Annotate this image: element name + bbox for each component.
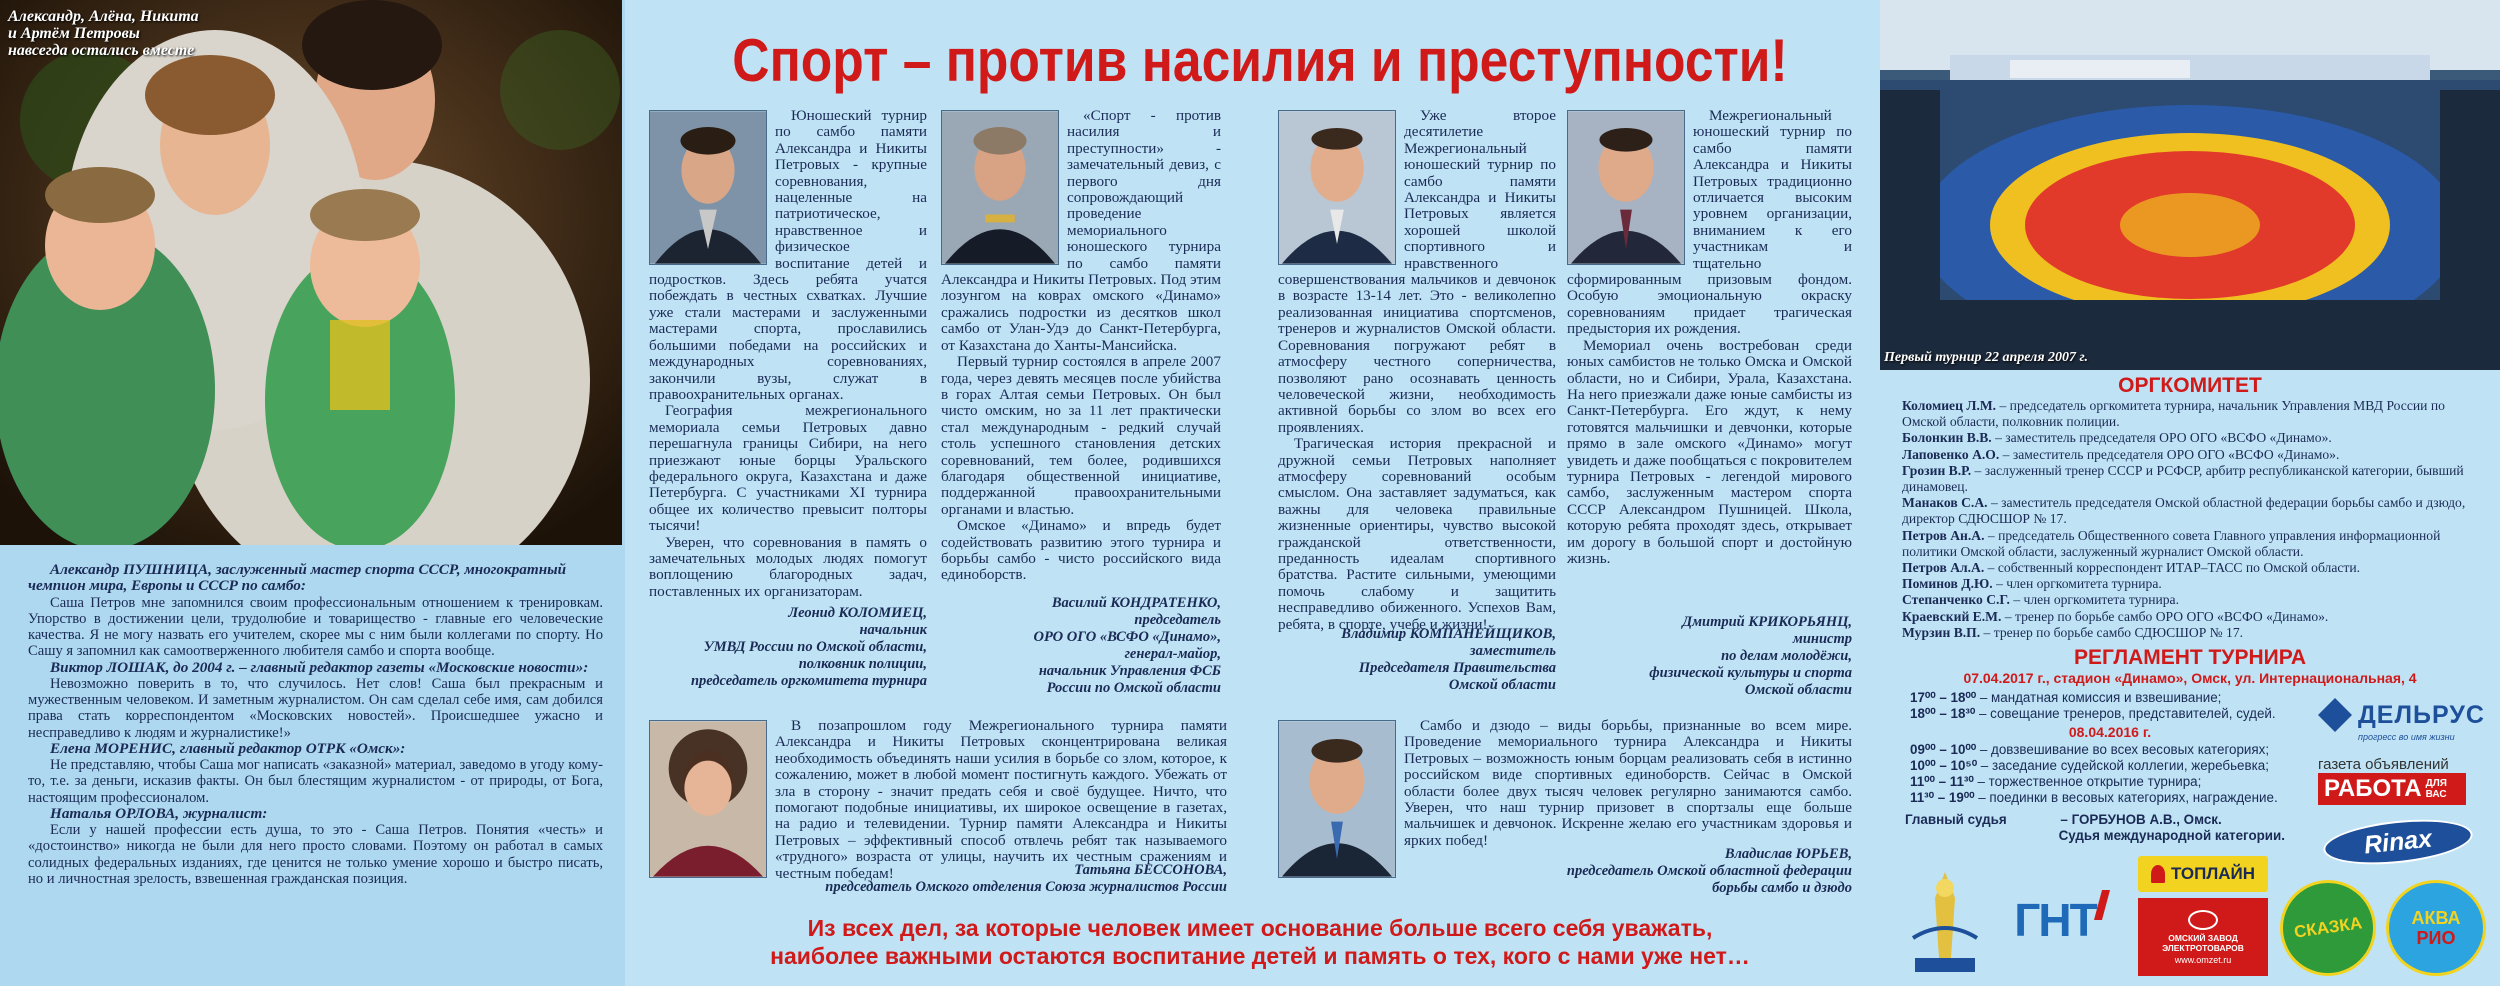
- gnt-logo: ГНТ: [2000, 880, 2120, 960]
- headline: Спорт – против насилия и преступности!: [732, 27, 1788, 94]
- signature-kondratenko: Василий КОНДРАТЕНКО, председатель ОРО ОГО «ВСФО «Динамо», генерал-майор, начальник Управления ФСБ России по Омской области: [1033, 595, 1221, 696]
- gnt-accent-icon: [2094, 890, 2110, 920]
- signature-kolomiets: Леонид КОЛОМИЕЦ, начальник УМВД России по Омской области, полковник полиции, председатель оргкомитета турнира: [690, 605, 927, 689]
- orgcom-member: Грозин В.Р. – заслуженный тренер СССР и РСФСР, арбитр республиканской категории, бывший динамовец.: [1902, 462, 2464, 495]
- omzet-logo: ОМСКИЙ ЗАВОД ЭЛЕКТРОТОВАРОВ www.omzet.ru: [2138, 898, 2268, 976]
- article-bessonova: В позапрошлом году Межрегионального турнира памяти Александра и Никиты Петровых сконцентрирована великая необходимость объединять наши усилия в борьбе со злом, которое, к сожалению, может в любой момент постигнуть каждого. Убежать от зла в сторону - значит предать себя и своё будущее. Ничто, что помогают подобные инициативы, их широкое освещение в газетах, на радио и телевидении. Турнир памяти Александра и Никиты Петровых – эффективный способ отвлечь ребят так называемого «трудного» возраста от улицы, научить их честным сражениям и честным победам!: [775, 717, 1227, 882]
- testimonials: [28, 562, 603, 887]
- orgcom-title: ОРГКОМИТЕТ: [2118, 374, 2262, 397]
- orgcom-member: Коломиец Л.М. – председатель оргкомитета турнира, начальник Управления МВД России по Омской области, полковник полиции.: [1902, 398, 2445, 430]
- orgcom-member: Лаповенко А.О. – заместитель председателя ОРО ОГО «ВСФО «Динамо».: [1902, 446, 2340, 462]
- article-kondratenko: «Спорт - против насилия и преступности» - замечательный девиз, с первого дня сопровождающий проведение мемориального юношеского турнира по самбо памяти Александра и Никиты Петровых. Под этим лозунгом на коврах омского «Динамо» сражались подростки из десятков школ самбо от Улан-Удэ до Санкт-Петербурга, от Казахстана до Ханты-Мансийска. Первый турнир состоялся в апреле 2007 года, через девять месяцев после убийства в горах Алтая семьи Петровых. Он был чисто омским, но за 11 лет практически стал международным - редкий случай столь успешного становления детских соревнований, тем более, родившихся благодаря общественной инициативе, поддержанной правоохранительными органами и властью. Омское «Динамо» и впредь будет содействовать развитию этого турнира и борьбы самбо - чисто российского вида единоборств.: [941, 107, 1221, 584]
- rabota-logo: газета объявлений РАБОТА ДЛЯ ВАС: [2318, 748, 2488, 812]
- orgcom-member: Болонкин В.В. – заместитель председателя ОРО ОГО «ВСФО «Динамо».: [1902, 430, 2332, 446]
- article-kolomiets: Юношеский турнир по самбо памяти Александра и Никиты Петровых - крупные соревнования, нацеленные на патриотическое, нравственное и физическое воспитание детей и подростков. Здесь ребята учатся побеждать в честных схватках. Лучшие уже стали мастерами и заслуженными мастерами спорта, прославились большими победами на российских и международных соревнованиях, закончили вузы, служат в правоохранительных органах. География межрегионального мемориала семьи Петровых давно перешагнула границы Сибири, на него приезжают юные борцы Уральского федерального округа, Казахстана и даже Петербурга. С участниками XI турнира общее их количество превысит полторы тысячи! Уверен, что соревнования в память о замечательных молодых людях помогут воплощению благородных задач, поставленных их организаторам.: [649, 107, 927, 600]
- family-photo: [0, 0, 622, 545]
- testimonial-text: Не представляю, чтобы Саша мог написать «заказной» материал, заведомо в угоду кому-то, т.е. за деньги, исказив факты. Он был блестящим журналистом - от природы, от Бога, настоящим профессионалом.: [28, 757, 603, 806]
- testimonial-text: Невозможно поверить в то, что случилось. Нет слов! Саша был прекрасным и мужественным человеком. И заметным журналистом. Он сам сделал себе имя, сам добился права стать корреспондентом «Московских новостей». Происшедшее ужасно и несправедливо к людям и журналистике!»: [28, 676, 603, 741]
- rinax-logo: Rinax: [2318, 818, 2478, 866]
- skazka-logo: СКАЗКА: [2280, 880, 2376, 976]
- akva-rio-logo: АКВА РИО: [2386, 880, 2486, 976]
- signature-krikoryants: Дмитрий КРИКОРЬЯНЦ, министр по делам молодёжи, физической культуры и спорта Омской области: [1649, 614, 1852, 698]
- signature-yuryev: Владислав ЮРЬЕВ, председатель Омской областной федерации борьбы самбо и дзюдо: [1566, 846, 1852, 896]
- reglament-date1: 07.04.2017 г., стадион «Динамо», Омск, ул. Интернациональная, 4: [1963, 670, 2417, 686]
- orgcom-member: Мурзин В.П. – тренер по борьбе самбо СДЮСШОР № 17.: [1902, 624, 2244, 640]
- delrus-emblem-icon: [2318, 698, 2352, 732]
- reglament-date2: 08.04.2016 г.: [2068, 724, 2152, 740]
- reglament-day2: 09⁰⁰ – 10⁰⁰ – довзвешивание во всех весовых категориях; 10⁰⁰ – 10⁵⁰ – заседание судейской коллегии, жеребьевка; 11⁰⁰ – 11³⁰ – торжественное открытие турнира; 11³⁰ – 19⁰⁰ – поединки в весовых категориях, награждение.: [1910, 742, 2278, 805]
- family-caption: Александр, Алёна, Никита и Артём Петровы навсегда остались вместе: [8, 8, 199, 59]
- testimonial-heading: Виктор ЛОШАК, до 2004 г. – главный редактор газеты «Московские новости»:: [50, 658, 589, 676]
- signature-bessonova: Татьяна БЕССОНОВА, председатель Омского отделения Союза журналистов России: [825, 862, 1227, 895]
- arena-caption: Первый турнир 22 апреля 2007 г.: [1884, 350, 2089, 365]
- article-krikoryants: Межрегиональный юношеский турнир по самбо памяти Александра и Никиты Петровых традиционно отличается высоким уровнем организации, вниманием к его участникам и тщательно сформированным призовым фондом. Особую эмоциональную окраску соревнованиям придает трагическая предыстория их рождения. Мемориал очень востребован среди юных самбистов не только Омска и Омской области, но и Сибири, Урала, Казахстана. На него приезжали даже юные самбисты из Санкт-Петербурга. Его ждут, к нему готовятся мальчишки и девчонки, которые прямо в зале омского «Динамо» могут увидеть и даже пообщаться с покровителем турнира Петровых - легендой мирового самбо, заслуженным мастером спорта СССР Александром Пушницей. Школа, которую ребята проходят здесь, открывает им дорогу в большой спорт и достойную жизнь.: [1567, 107, 1852, 567]
- article-yuryev: Самбо и дзюдо – виды борьбы, признанные во всем мире. Проведение мемориального турнира Александра и Никиты Петровых – возможность юным борцам реализовать себя в истинно российском виде спортивных единоборств. Сейчас в Омской области более двух тысяч человек регулярно занимаются самбо. Уверен, что наш турнир призовет в спортзалы еще больше мальчишек и девчонок. Искренне желаю его участникам здоровья и ярких побед!: [1404, 717, 1852, 849]
- chief-judge: Главный судья – ГОРБУНОВ А.В., Омск. Судья международной категории.: [1905, 812, 2285, 843]
- delrus-logo: ДЕЛЬРУС прогресс во имя жизни: [2318, 698, 2488, 742]
- omzet-emblem-icon: [2188, 910, 2218, 930]
- orgcom-list: [1902, 398, 2474, 641]
- testimonial-text: Саша Петров мне запомнился своим профессиональным отношением к тренировкам. Упорство в достижении цели, трудолюбие и товарищество - главные его человеческие качества. Я не могу назвать его учителем, скорее мы с ним были коллегами по спорту. Но Сашу я запомнил как самоотверженного любителя самбо и спорта вообще.: [28, 594, 603, 660]
- testimonial-heading: Елена МОРЕНИС, главный редактор ОТРК «Омск»:: [50, 739, 406, 757]
- reglament-day1: 17⁰⁰ – 18⁰⁰ – мандатная комиссия и взвешивание; 18⁰⁰ – 18³⁰ – совещание тренеров, представителей, судей.: [1910, 690, 2276, 721]
- arena-photo: [1880, 0, 2500, 370]
- orgcom-member: Петров Ан.А. – председатель Общественного совета Главного управления информационной политики Омской области, заслуженный журналист Омской области.: [1902, 527, 2441, 559]
- orgcom-member: Петров Ал.А. – собственный корреспондент ИТАР–ТАСС по Омской области.: [1902, 560, 2361, 576]
- testimonial-heading: Александр ПУШНИЦА, заслуженный мастер спорта СССР, многократный чемпион мира, Европы и СССР по самбо:: [28, 561, 567, 595]
- orgcom-member: Краевский Е.М. – тренер по борьбе самбо ОРО ОГО «ВСФО «Динамо».: [1902, 608, 2329, 624]
- signature-kompaneyshchikov: Владимир КОМПАНЕЙЩИКОВ, заместитель Председателя Правительства Омской области: [1341, 626, 1556, 693]
- toplayn-flame-icon: [2151, 865, 2165, 883]
- orgcom-member: Степанченко С.Г. – член оргкомитета турнира.: [1902, 592, 2179, 608]
- toplayn-logo: ТОПЛАЙН: [2138, 856, 2268, 892]
- orgcom-member: Манаков С.А. – заместитель председателя Омской областной федерации борьбы самбо и дзюдо, директор СДЮСШОР № 17.: [1902, 495, 2466, 527]
- judo-federation-emblem: [1905, 868, 1985, 980]
- testimonial-heading: Наталья ОРЛОВА, журналист:: [50, 804, 268, 822]
- article-kompaneyshchikov: Уже второе десятилетие Межрегиональный юношеский турнир по самбо памяти Александра и Никиты Петровых является хорошей школой спортивного и нравственного совершенствования мальчиков и девчонок в возрасте 13-14 лет. Это - великолепно реализованная инициатива спортсменов, тренеров и журналистов Омской области. Соревнования погружают ребят в атмосферу честного соперничества, позволяют рано осознавать ценность человеческой жизни, необходимость активной борьбы со злом во всех его проявлениях. Трагическая история прекрасной и дружной семьи Петровых наполняет атмосферу соревнований особым смыслом. Она заставляет задуматься, как важны для человека правильные жизненные ориентиры, чувство высокой гражданской ответственности, преданность идеалам спортивного братства. Растите сильными, умеющими помочь слабому и защитить несправедливо обиженного. Успехов Вам, ребята, в спорте, учебе и жизни!: [1278, 107, 1556, 633]
- testimonial-text: Если у нашей профессии есть душа, то это - Саша Петров. Понятия «честь» и «достоинство» никогда не были для него просто словами. Поэтому он работал в самых солидных федеральных изданиях, где ценится не только умение хорошо и быстро писать, но и личностная зрелость, взвешенная гражданская позиция.: [28, 822, 603, 887]
- reglament-title: РЕГЛАМЕНТ ТУРНИРА: [2073, 646, 2307, 669]
- orgcom-member: Поминов Д.Ю. – член оргкомитета турнира.: [1902, 576, 2162, 592]
- bottom-quote: Из всех дел, за которые человек имеет основание больше всего себя уважать, наиболее важными остаются воспитание детей и память о тех, кого с нами уже нет…: [770, 915, 1750, 969]
